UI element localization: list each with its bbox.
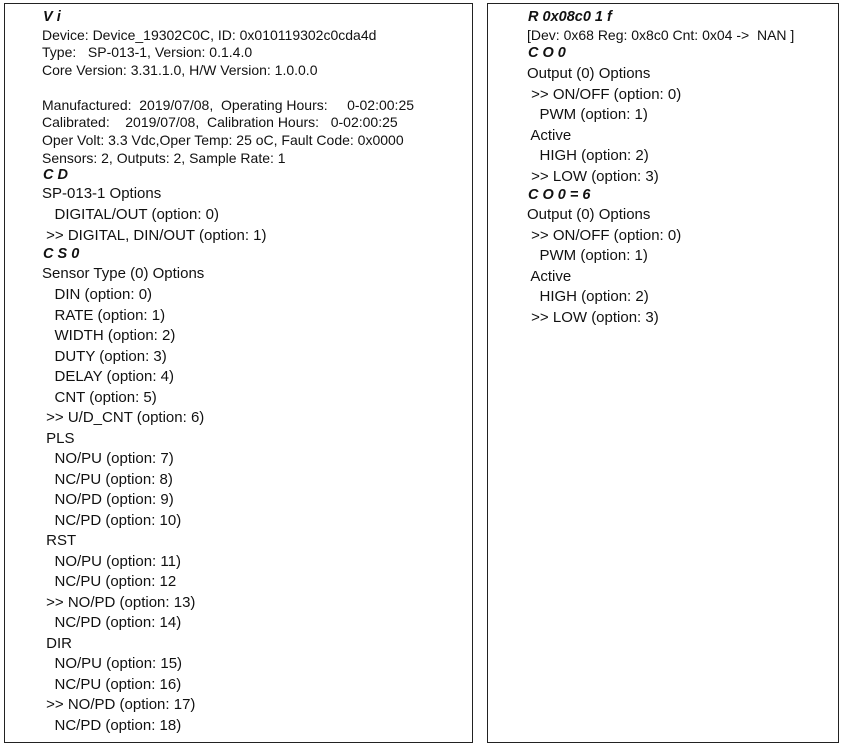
output-option-line: PWM (option: 1)	[527, 247, 648, 264]
output-option-line: HIGH (option: 2)	[527, 147, 649, 164]
cs-options-header: Sensor Type (0) Options	[42, 265, 205, 282]
left-console-panel	[4, 3, 473, 743]
output-option-line: Output (0) Options	[527, 65, 651, 82]
sensor-option-line: NC/PU (option: 16)	[42, 675, 182, 693]
cd-option-line: DIGITAL/OUT (option: 0)	[42, 206, 219, 223]
sensor-option-line: PLS	[42, 429, 75, 447]
output-option-line: Active	[527, 126, 572, 144]
sensor-option-line: NO/PU (option: 11)	[42, 552, 181, 570]
right-console-panel	[487, 3, 839, 743]
sensor-option-line: >> U/D_CNT (option: 6)	[42, 409, 205, 426]
output-option-line: >> ON/OFF (option: 0)	[527, 226, 682, 244]
sensor-option-line: DIR	[42, 634, 72, 652]
device-info-line: Oper Volt: 3.3 Vdc,Oper Temp: 25 oC, Fault Code: 0x0000	[42, 132, 404, 148]
sensor-option-line: NO/PU (option: 15)	[42, 655, 183, 672]
output-option-line: Active	[527, 267, 572, 285]
sensor-option-line: NO/PU (option: 7)	[42, 450, 174, 467]
sensor-option-line: NC/PD (option: 18)	[42, 716, 182, 734]
device-info-line: Manufactured: 2019/07/08, Operating Hours: 0-02:00:25	[42, 97, 415, 113]
output-option-line: >> LOW (option: 3)	[527, 167, 659, 185]
command-cs0: C S 0	[43, 246, 80, 262]
device-info-line: Calibrated: 2019/07/08, Calibration Hours: 0-02:00:25	[42, 114, 398, 130]
output-option-line: HIGH (option: 2)	[527, 288, 649, 305]
output-option-line: Output (0) Options	[527, 206, 651, 223]
sensor-option-line: DELAY (option: 4)	[42, 368, 175, 385]
sensor-option-line: RATE (option: 1)	[42, 306, 166, 324]
command-vi: V i	[43, 9, 61, 25]
read-result-line: [Dev: 0x68 Reg: 0x8c0 Cnt: 0x04 -> NAN ]	[527, 27, 795, 43]
sensor-option-line: NC/PD (option: 10)	[42, 511, 182, 529]
sensor-option-line: CNT (option: 5)	[42, 388, 157, 406]
device-info-line: Device: Device_19302C0C, ID: 0x010119302c0cda4d	[42, 27, 377, 43]
command-read: R 0x08c0 1 f	[528, 9, 612, 25]
command-co0: C O 0	[528, 45, 566, 61]
sensor-option-line: NC/PU (option: 12	[42, 573, 177, 590]
cd-options-header: SP-013-1 Options	[42, 185, 162, 202]
sensor-option-line: >> NO/PD (option: 13)	[42, 593, 196, 611]
sensor-option-line: DIN (option: 0)	[42, 286, 153, 303]
command-co0-set: C O 0 = 6	[528, 187, 591, 203]
output-option-line: >> LOW (option: 3)	[527, 308, 659, 326]
sensor-option-line: DUTY (option: 3)	[42, 347, 167, 365]
sensor-option-line: >> NO/PD (option: 17)	[42, 696, 196, 713]
sensor-option-line: NC/PD (option: 14)	[42, 614, 182, 631]
sensor-option-line: NC/PU (option: 8)	[42, 470, 173, 488]
cd-option-line: >> DIGITAL, DIN/OUT (option: 1)	[42, 227, 267, 244]
command-cd: C D	[43, 167, 68, 183]
device-info-line: Type: SP-013-1, Version: 0.1.4.0	[42, 44, 253, 60]
sensor-option-line: NO/PD (option: 9)	[42, 491, 174, 508]
sensor-option-line: RST	[42, 532, 77, 549]
sensor-option-line: WIDTH (option: 2)	[42, 327, 176, 344]
device-info-line: Sensors: 2, Outputs: 2, Sample Rate: 1	[42, 150, 286, 166]
output-option-line: >> ON/OFF (option: 0)	[527, 85, 682, 103]
output-option-line: PWM (option: 1)	[527, 106, 648, 123]
device-info-line: Core Version: 3.31.1.0, H/W Version: 1.0.0.0	[42, 62, 318, 78]
